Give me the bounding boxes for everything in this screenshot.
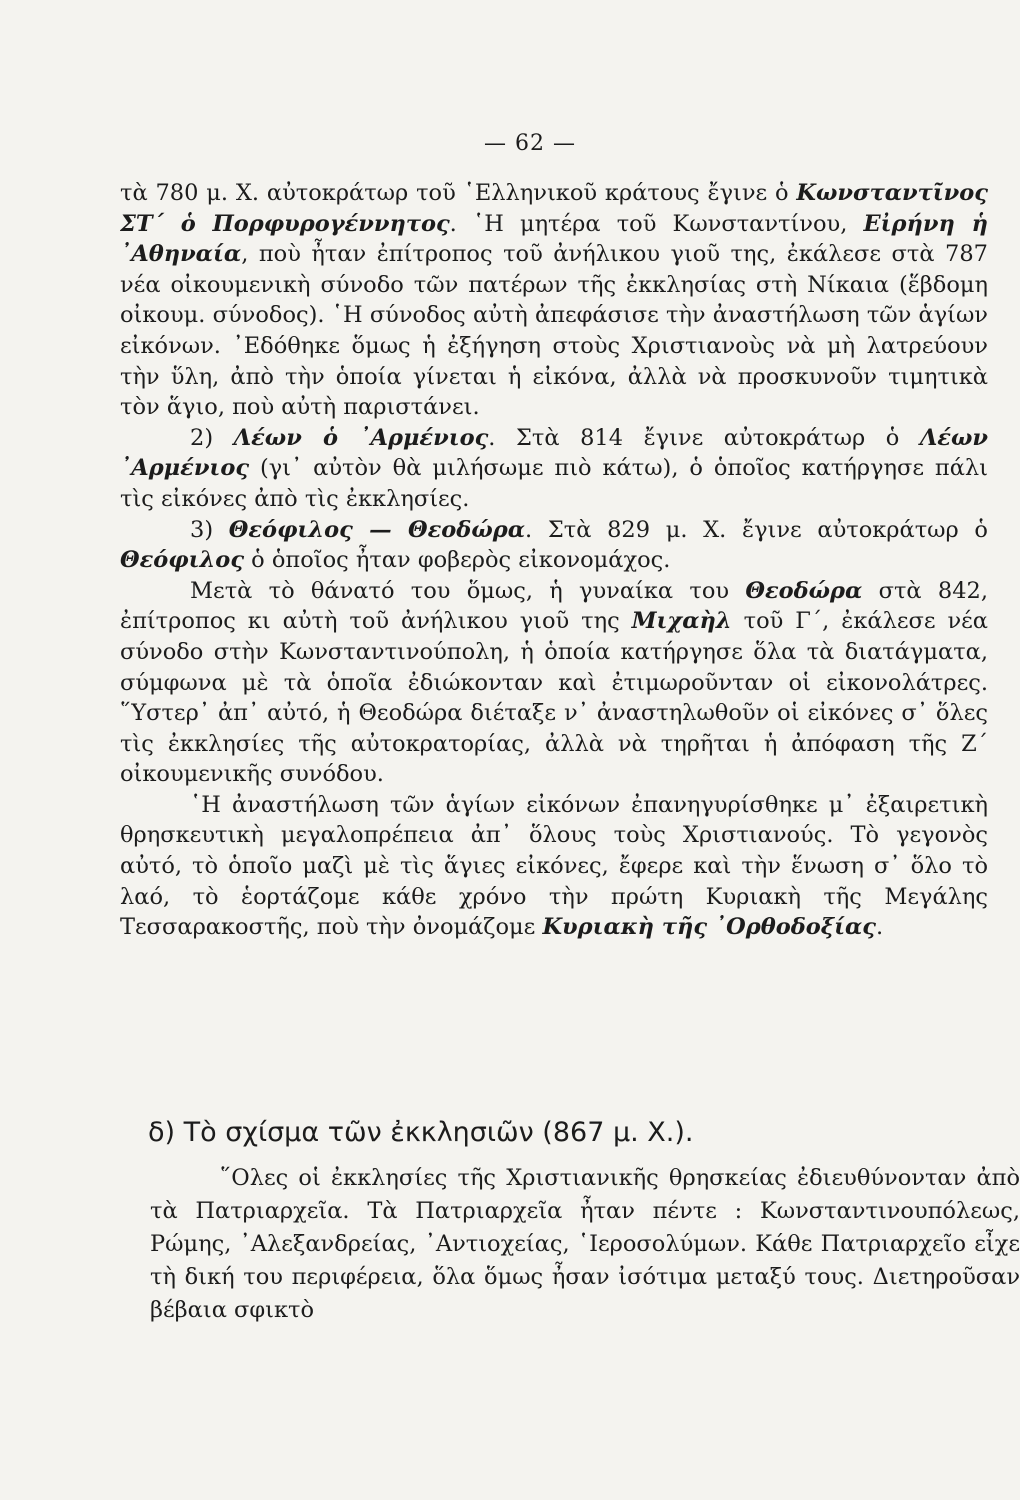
- emphasized-name: Λέων ὁ ᾿Αρμένιος: [233, 424, 489, 451]
- text-run: , ποὺ ἦταν ἐπίτροπος τοῦ ἀνήλικου γιοῦ της, ἐκάλεσε στὰ 787 νέα οἰκουμενικὴ σύνοδο τῶν πατέρων τῆς ἐκκλησίας στὴ Νίκαια (ἕβδομη οἰκουμ. σύνοδος). ῾Η σύνοδος αὐτὴ ἀπεφάσισε τὴν ἀναστήλωση τῶν ἁγίων εἰκόνων. ᾿Εδόθηκε ὅμως ἡ ἐξήγηση στοὺς Χριστιανοὺς νὰ μὴ λατρεύουν τὴν ὕλη, ἀπὸ τὴν ὁποία γίνεται ἡ εἰκόνα, ἀλλὰ νὰ προσκυνοῦν τιμητικὰ τὸν ἅγιο, ποὺ αὐτὴ παριστάνει.: [120, 241, 988, 421]
- text-run: 3): [190, 516, 229, 543]
- text-run: . Στὰ 814 ἔγινε αὐτοκράτωρ ὁ: [488, 424, 920, 451]
- text-run: Μετὰ τὸ θάνατό του ὅμως, ἡ γυναίκα του: [190, 577, 746, 604]
- text-run: στὰ 842, ἐπίτροπος κι αὐτὴ τοῦ ἀνήλικου γιοῦ της: [120, 577, 988, 635]
- emphasized-name: Λέων ᾿Αρμένιος: [120, 424, 988, 482]
- paragraph: [120, 576, 988, 790]
- paragraph: [120, 515, 988, 576]
- emphasized-name: Μιχαὴλ: [631, 608, 732, 635]
- text-run: . ῾Η μητέρα τοῦ Κωνσταντίνου,: [449, 210, 864, 237]
- paragraph: [120, 790, 988, 943]
- emphasized-name: Θεοδώρα: [745, 577, 863, 604]
- text-run: τὰ 780 μ. Χ. αὐτοκράτωρ τοῦ ῾Ελληνικοῦ κράτους ἔγινε ὁ: [120, 180, 797, 206]
- emphasized-name: Θεόφιλος — Θεοδώρα: [228, 516, 526, 543]
- emphasized-name: Θεόφιλος: [120, 547, 245, 574]
- section-heading: δ) Τὸ σχίσμα τῶν ἐκκλησιῶν (867 μ. Χ.).: [148, 1117, 694, 1148]
- text-run: . Στὰ 829 μ. Χ. ἔγινε αὐτοκράτωρ ὁ: [525, 516, 988, 543]
- text-run: ῞Ολες οἱ ἐκκλησίες τῆς Χριστιανικῆς θρησκείας ἐδιευθύνονταν ἀπὸ τὰ Πατριαρχεῖα. Τὰ Πατριαρχεῖα ἦταν πέντε : Κωνσταντινουπόλεως, Ρώμης, ᾿Αλεξανδρείας, ᾿Αντιοχείας, ῾Ιεροσολύμων. Κάθε Πατριαρχεῖο εἶχε τὴ δική του περιφέρεια, ὅλα ὅμως ἦσαν ἰσότιμα μεταξύ τους. Διετηροῦσαν βέβαια σφικτὸ: [150, 1165, 1020, 1323]
- body-text-lower: [150, 1162, 1020, 1327]
- emphasized-name: Κωνσταντῖνος ΣΤ΄ ὁ Πορφυρογέννητος: [120, 180, 988, 237]
- text-run: (γι᾿ αὐτὸν θὰ μιλήσωμε πιὸ κάτω), ὁ ὁποῖος κατήργησε πάλι τὶς εἰκόνες ἀπὸ τὶς ἐκκλησίες.: [120, 455, 988, 512]
- text-run: τοῦ Γ΄, ἐκάλεσε νέα σύνοδο στὴν Κωνσταντινούπολη, ἡ ὁποία κατήργησε ὅλα τὰ διατάγματα, σύμφωνα μὲ τὰ ὁποῖα ἐδιώκονταν καὶ ἐτιμωροῦνταν οἱ εἰκονολάτρες. ῞Υστερ᾿ ἀπ᾿ αὐτό, ἡ Θεοδώρα διέταξε ν᾿ ἀναστηλωθοῦν οἱ εἰκόνες σ᾿ ὅλες τὶς ἐκκλησίες τῆς αὐτοκρατορίας, ἀλλὰ νὰ τηρῆται ἡ ἀπόφαση τῆς Ζ΄ οἰκουμενικῆς συνόδου.: [120, 608, 988, 788]
- text-run: .: [875, 914, 884, 941]
- emphasized-name: Κυριακὴ τῆς ᾿Ορθοδοξίας: [542, 914, 876, 941]
- text-run: ὁ ὁποῖος ἦταν φοβερὸς εἰκονομάχος.: [244, 547, 671, 574]
- paragraph: [150, 1162, 1020, 1327]
- paragraph: [120, 423, 988, 515]
- page-number: — 62 —: [484, 131, 576, 156]
- body-text-upper: [120, 178, 988, 943]
- paragraph: [120, 178, 988, 423]
- text-run: ῾Η ἀναστήλωση τῶν ἁγίων εἰκόνων ἐπανηγυρίσθηκε μ᾿ ἐξαιρετικὴ θρησκευτικὴ μεγαλοπρέπεια ἀπ᾿ ὅλους τοὺς Χριστιανούς. Τὸ γεγονὸς αὐτό, τὸ ὁποῖο μαζὶ μὲ τὶς ἅγιες εἰκόνες, ἔφερε καὶ τὴν ἕνωση σ᾿ ὅλο τὸ λαό, τὸ ἑορτάζομε κάθε χρόνο τὴν πρώτη Κυριακὴ τῆς Μεγάλης Τεσσαρακοστῆς, ποὺ τὴν ὀνομάζομε: [120, 791, 988, 941]
- text-run: 2): [190, 424, 234, 451]
- emphasized-name: Εἰρήνη ἡ ᾿Αθηναία: [120, 210, 988, 268]
